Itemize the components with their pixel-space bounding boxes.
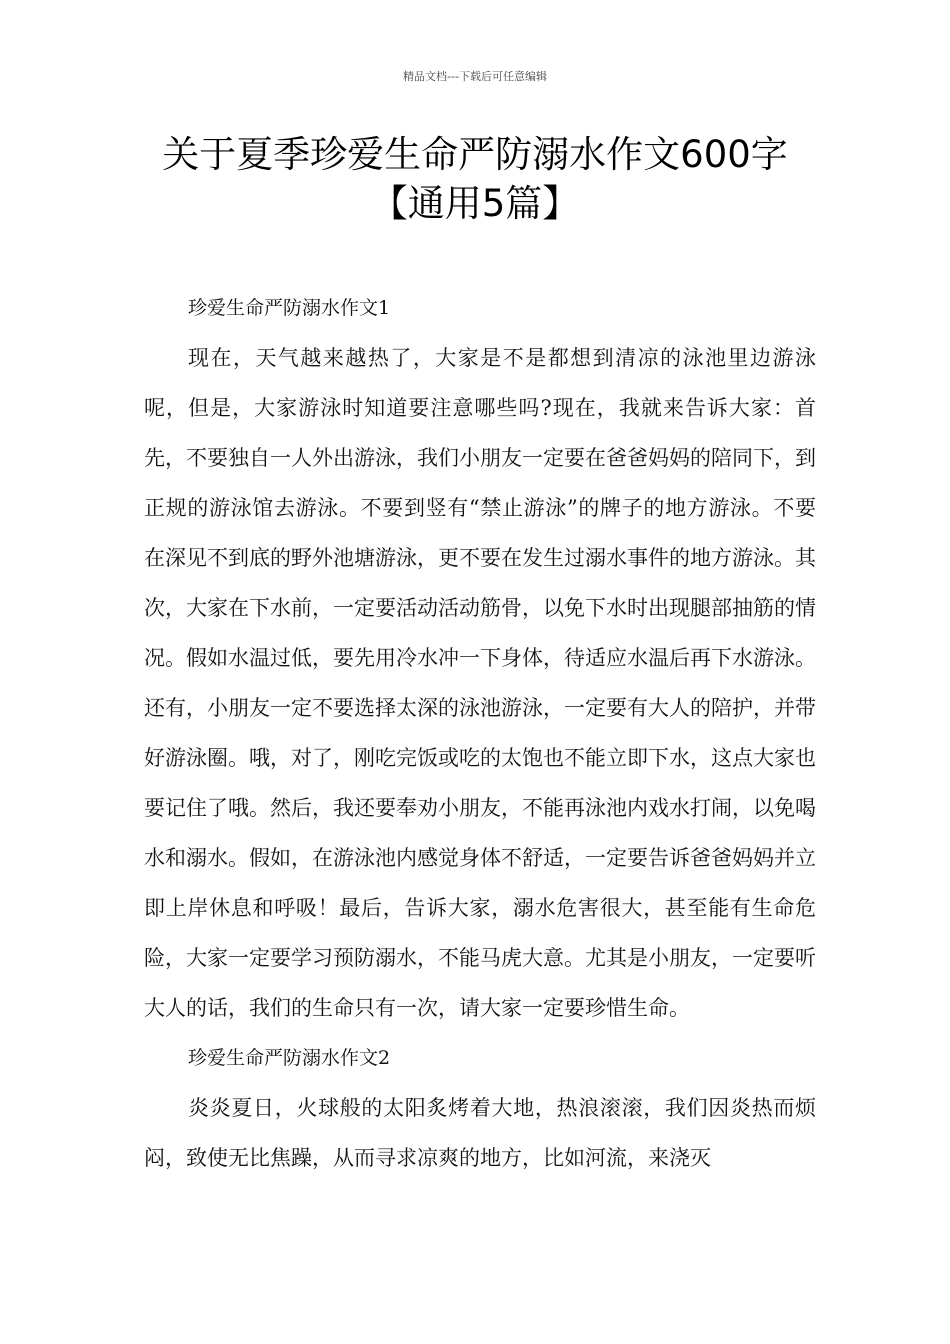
document-title-line-1: 关于夏季珍爱生命严防溺水作文600字 (162, 133, 788, 176)
section-heading: 珍爱生命严防溺水作文1 (188, 297, 391, 319)
section-paragraph: 现在，天气越来越热了，大家是不是都想到清凉的泳池里边游泳呢，但是，大家游泳时知道要注意哪些吗?现在，我就来告诉大家：首先，不要独自一人外出游泳，我们小朋友一定要在爸爸妈妈的陪同下，到正规的游泳馆去游泳。不要到竖有“禁止游泳”的牌子的地方游泳。不要在深见不到底的野外池塘游泳，更不要在发生过溺水事件的地方游泳。其次，大家在下水前，一定要活动活动筋骨，以免下水时出现腿部抽筋的情况。假如水温过低，要先用冷水冲一下身体，待适应水温后再下水游泳。还有，小朋友一定不要选择太深的泳池游泳，一定要有大人的陪护，并带好游泳圈。哦，对了，刚吃完饭或吃的太饱也不能立即下水，这点大家也要记住了哦。然后，我还要奉劝小朋友，不能再泳池内戏水打闹，以免喝水和溺水。假如，在游泳池内感觉身体不舒适，一定要告诉爸爸妈妈并立即上岸休息和呼吸！最后，告诉大家，溺水危害很大，甚至能有生命危险，大家一定要学习预防溺水，不能马虎大意。尤其是小朋友，一定要听大人的话，我们的生命只有一次，请大家一定要珍惜生命。 (144, 346, 816, 1020)
section-heading: 珍爱生命严防溺水作文2 (188, 1047, 391, 1069)
header-note: 精品文档---下载后可任意编辑 (403, 70, 547, 83)
document-title-line-2: 【通用5篇】 (370, 182, 580, 225)
section-paragraph: 炎炎夏日，火球般的太阳炙烤着大地，热浪滚滚，我们因炎热而烦闷，致使无比焦躁，从而寻求凉爽的地方，比如河流，来浇灭 (144, 1096, 816, 1170)
document-body (144, 283, 816, 1183)
